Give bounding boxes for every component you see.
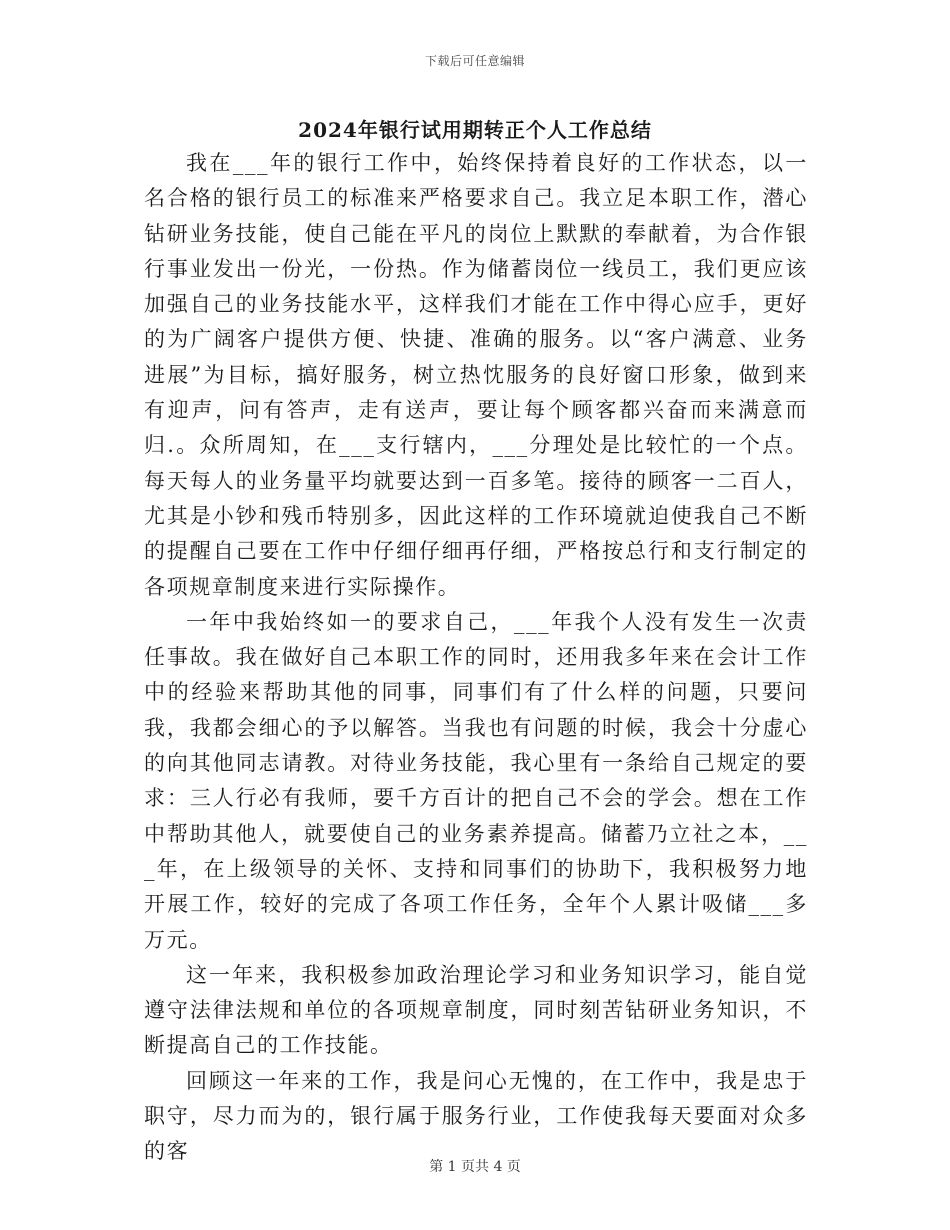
page-number-footer: 第 1 页共 4 页: [429, 1159, 521, 1175]
body-paragraph-4: 回顾这一年来的工作，我是问心无愧的，在工作中，我是忠于职守，尽力而为的，银行属于服务行业，工作使我每天要面对众多的客: [144, 1068, 808, 1164]
body-paragraph-2: 一年中我始终如一的要求自己，___年我个人没有发生一次责任事故。我在做好自己本职工作的同时，还用我多年来在会计工作中的经验来帮助其他的同事，同事们有了什么样的问题，只要问我，我都会细心的予以解答。当我也有问题的时候，我会十分虚心的向其他同志请教。对待业务技能，我心里有一条给自己规定的要求：三人行必有我师，要千方百计的把自己不会的学会。想在工作中帮助其他人，就要使自己的业务素养提高。储蓄乃立社之本，___年，在上级领导的关怀、支持和同事们的协助下，我积极努力地开展工作，较好的完成了各项工作任务，全年个人累计吸储___多万元。: [144, 609, 808, 952]
document-title: 2024年银行试用期转正个人工作总结: [298, 118, 652, 142]
page-header-note: 下载后可任意编辑: [424, 54, 525, 68]
body-paragraph-3: 这一年来，我积极参加政治理论学习和业务知识学习，能自觉遵守法律法规和单位的各项规章制度，同时刻苦钻研业务知识，不断提高自己的工作技能。: [144, 962, 808, 1058]
body-paragraph-1: 我在___年的银行工作中，始终保持着良好的工作状态，以一名合格的银行员工的标准来严格要求自己。我立足本职工作，潜心钻研业务技能，使自己能在平凡的岗位上默默的奉献着，为合作银行事业发出一份光，一份热。作为储蓄岗位一线员工，我们更应该加强自己的业务技能水平，这样我们才能在工作中得心应手，更好的为广阔客户提供方便、快捷、准确的服务。以“客户满意、业务进展”为目标，搞好服务，树立热忱服务的良好窗口形象，做到来有迎声，问有答声，走有送声，要让每个顾客都兴奋而来满意而归.。众所周知，在___支行辖内，___分理处是比较忙的一个点。每天每人的业务量平均就要达到一百多笔。接待的顾客一二百人，尤其是小钞和残币特别多，因此这样的工作环境就迫使我自己不断的提醒自己要在工作中仔细仔细再仔细，严格按总行和支行制定的各项规章制度来进行实际操作。: [144, 151, 808, 599]
document-body: [144, 146, 808, 1170]
